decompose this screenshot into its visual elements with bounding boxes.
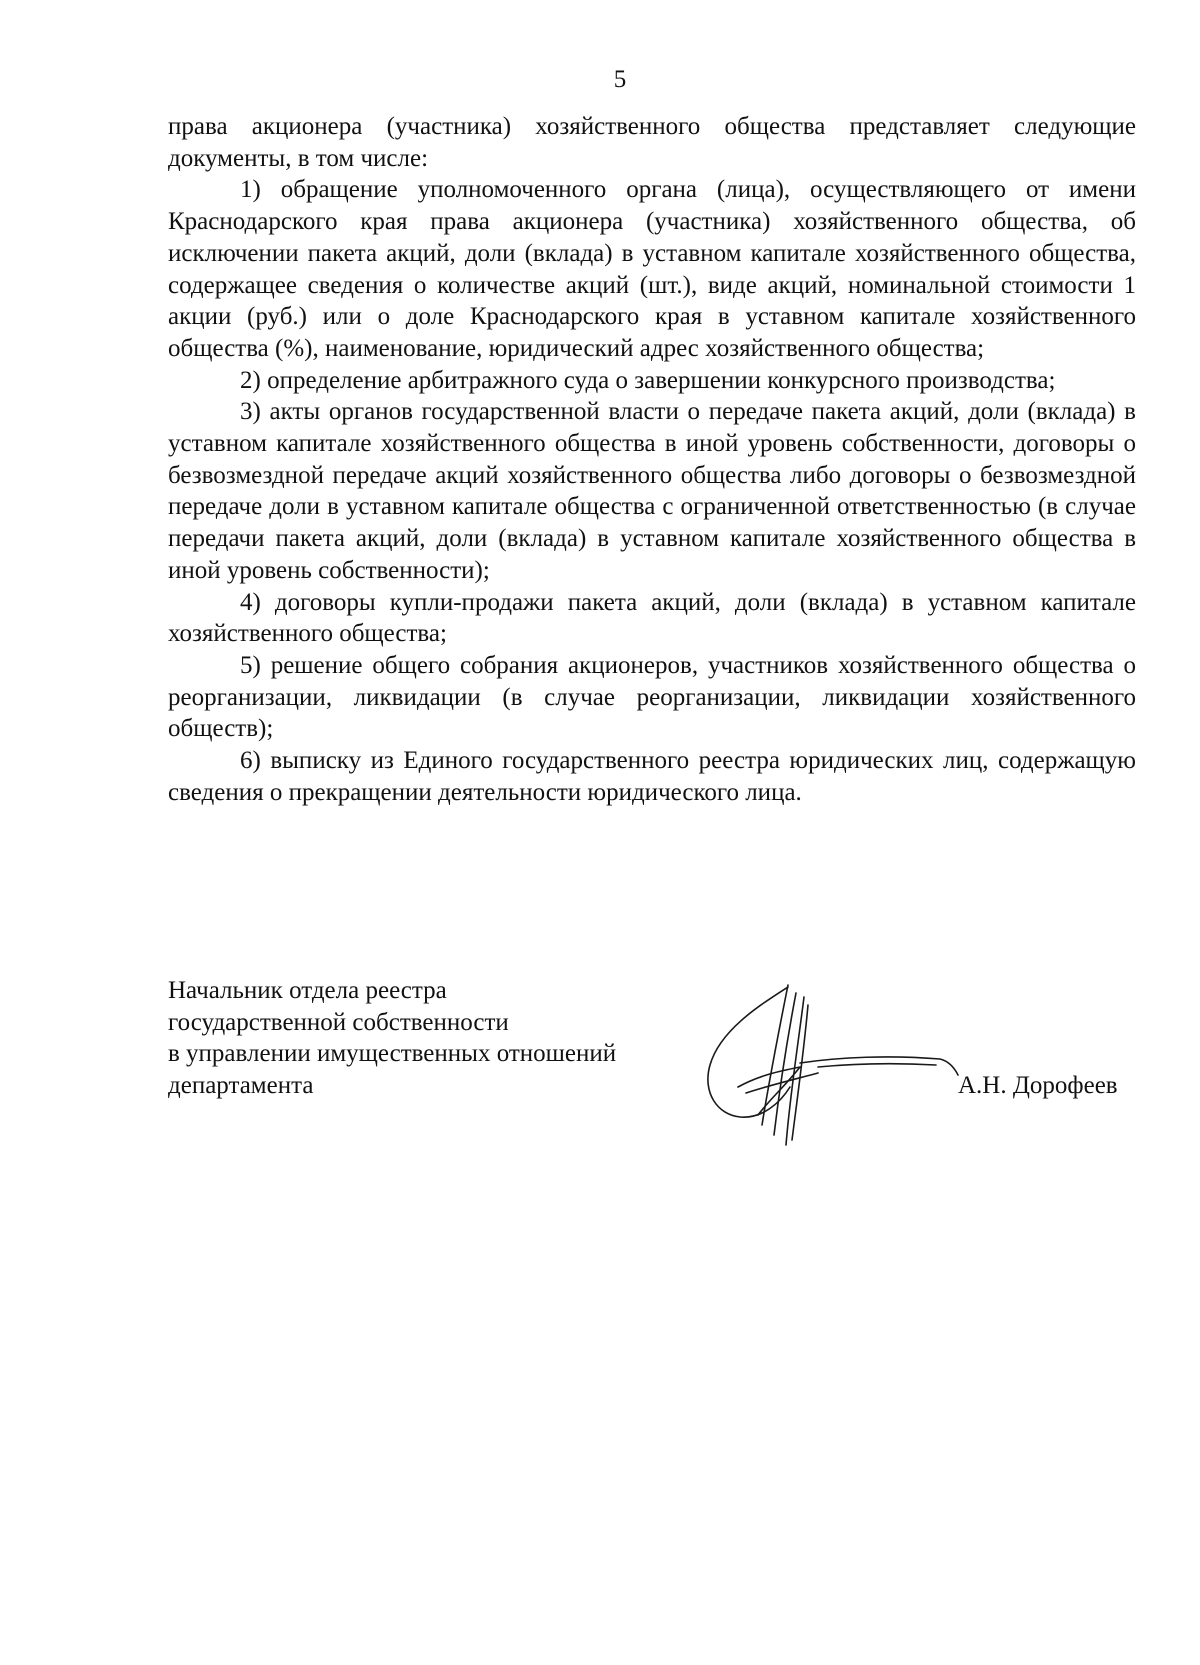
list-item-2: 2) определение арбитражного суда о завершении конкурсного производства; [240,366,1056,394]
list-item-6: 6) выписку из Единого государственного реестра юридических лиц, содержащую сведения о прекращении деятельности юридического лица. [168,747,1136,806]
list-item-1: 1) обращение уполномоченного органа (лица), осуществляющего от имени Краснодарского края права акционера (участника) хозяйственного общества, об исключении пакета акций, доли (вклада) в уставном капитале хозяйственного общества, содержащее сведения о количестве акций (шт.), виде акций, номинальной стоимости 1 акции (руб.) или о доле Краснодарского края в уставном капитале хозяйственного общества (%), наименование, юридический адрес хозяйственного общества; [168,176,1136,362]
intro-paragraph: права акционера (участника) хозяйственного общества представляет следующие документы, в том числе: [168,113,1136,172]
signer-position-line-3: в управлении имущественных отношений [168,1040,617,1067]
list-item-3: 3) акты органов государственной власти о передаче пакета акций, доли (вклада) в уставном капитале хозяйственного общества в иной уровень собственности, договоры о безвозмездной передаче акций хозяйственного общества либо договоры о безвозмездной передаче доли в уставном капитале общества с ограниченной ответственностью (в случае передачи пакета акций, доли (вклада) в уставном капитале хозяйственного общества в иной уровень собственности); [168,398,1136,584]
signer-position-line-2: государственной собственности [168,1008,509,1036]
signer-name: А.Н. Дорофеев [958,1072,1118,1099]
list-item-5: 5) решение общего собрания акционеров, участников хозяйственного общества о реорганизации, ликвидации (в случае реорганизации, ликвидации хозяйственного обществ); [168,651,1136,743]
page-number: 5 [613,66,627,93]
signer-position-line-1: Начальник отдела реестра [168,977,447,1004]
handwritten-signature [700,975,1000,1160]
document-body [168,111,1136,808]
signer-position-line-4: департамента [168,1071,314,1099]
list-item-4: 4) договоры купли-продажи пакета акций, доли (вклада) в уставном капитале хозяйственного общества; [168,588,1136,648]
signer-position [168,975,768,1101]
